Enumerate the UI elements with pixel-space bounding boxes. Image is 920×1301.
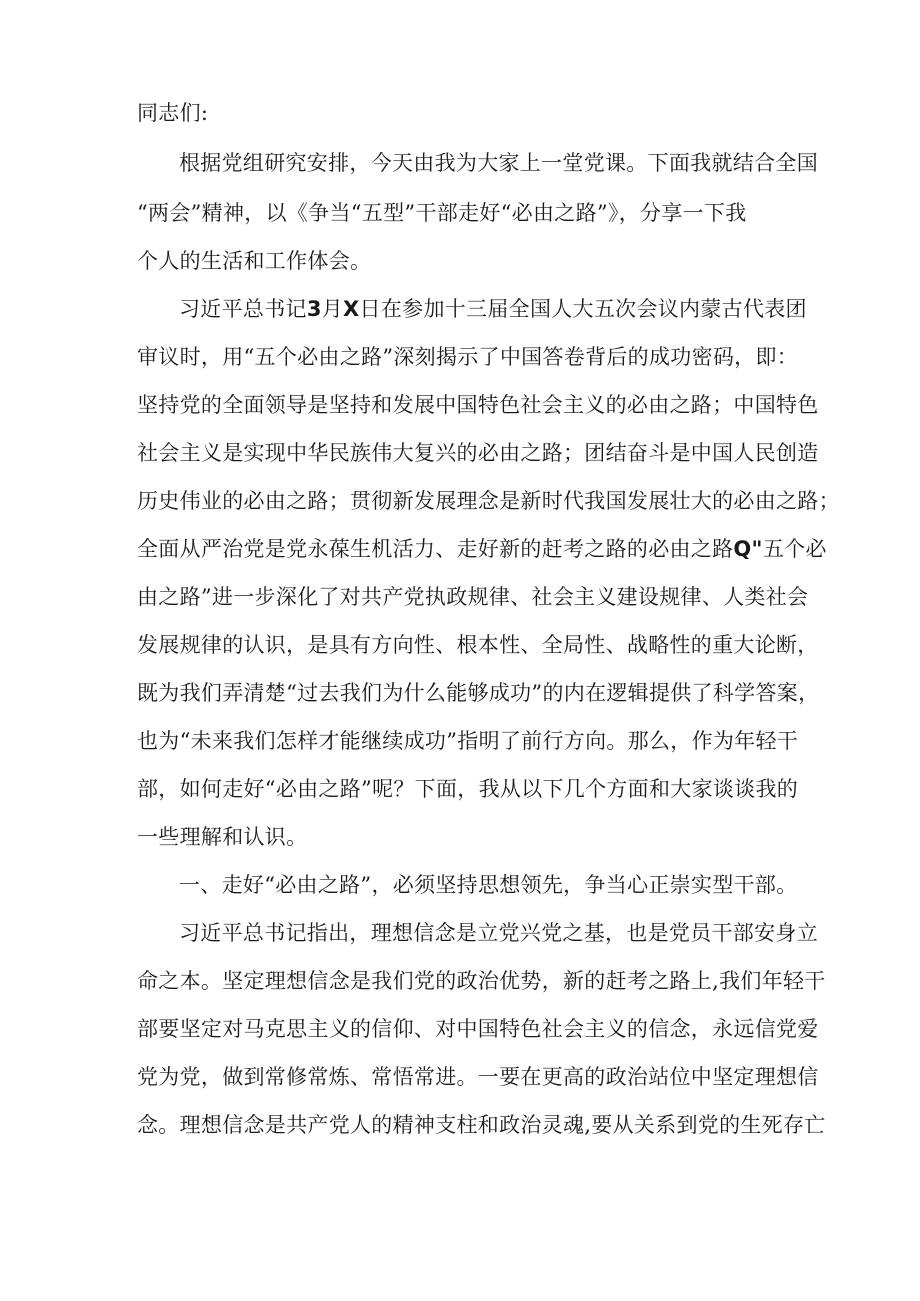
line-text: 五个必 — [762, 537, 827, 561]
paragraph-line: 一些理解和认识。 — [137, 825, 308, 849]
paragraph-line: 坚持党的全面领导是坚持和发展中国特色社会主义的必由之路；中国特色 — [137, 393, 819, 417]
line-text: 全面从严治党是党永葆生机活力、走好新的赶考之路的必由之路 — [137, 537, 734, 561]
paragraph-line: 由之路”进一步深化了对共产党执政规律、社会主义建设规律、人类社会 — [137, 585, 809, 609]
paragraph-line: 念。理想信念是共产党人的精神支柱和政治灵魂,要从关系到党的生死存亡 — [137, 1113, 826, 1137]
paragraph-line: 历史伟业的必由之路；贯彻新发展理念是新时代我国发展壮大的必由之路； — [137, 489, 840, 513]
paragraph-line: 发展规律的认识，是具有方向性、根本性、全局性、战略性的重大论断， — [137, 633, 819, 657]
line-text: 月 — [321, 297, 344, 321]
paragraph-line — [137, 531, 827, 567]
line-text: 日在参加十三届全国人大五次会议内蒙古代表团 — [359, 297, 807, 321]
paragraph-line: 部要坚定对马克思主义的信仰、对中国特色社会主义的信念，永远信党爱 — [137, 1017, 819, 1041]
paragraph-line: 部，如何走好“必由之路”呢？下面，我从以下几个方面和大家谈谈我的 — [137, 777, 799, 801]
paragraph-line: 习近平总书记指出，理想信念是立党兴党之基，也是党员干部安身立 — [179, 921, 818, 945]
paragraph-line: 命之本。坚定理想信念是我们党的政治优势，新的赶考之路上,我们年轻干 — [137, 969, 826, 993]
salutation: 同志们: — [137, 101, 209, 125]
line-text: 习近平总书记 — [179, 297, 307, 321]
paragraph-line: 既为我们弄清楚“过去我们为什么能够成功”的内在逻辑提供了科学答案， — [137, 681, 820, 705]
section-heading: 一、走好“必由之路”，必须坚持思想领先，争当心正崇实型干部。 — [179, 873, 798, 897]
paragraph-line: 社会主义是实现中华民族伟大复兴的必由之路；团结奋斗是中国人民创造 — [137, 441, 819, 465]
paragraph-line — [179, 291, 807, 327]
paragraph-line: 党为党，做到常修常炼、常悟常进。一要在更高的政治站位中坚定理想信 — [137, 1065, 819, 1089]
line-placeholder: X — [343, 297, 360, 321]
paragraph-line: 个人的生活和工作体会。 — [137, 249, 372, 273]
paragraph-line: 根据党组研究安排，今天由我为大家上一堂党课。下面我就结合全国 — [179, 151, 818, 175]
paragraph-line: “两会”精神，以《争当“五型”干部走好“必由之路”》，分享一下我 — [137, 201, 747, 225]
paragraph-line: 也为“未来我们怎样才能继续成功”指明了前行方向。那么，作为年轻干 — [137, 729, 799, 753]
line-artifact: Q" — [733, 537, 763, 561]
paragraph-line: 审议时，用“五个必由之路”深刻揭示了中国答卷背后的成功密码，即： — [137, 345, 799, 369]
line-number: 3 — [306, 297, 322, 321]
